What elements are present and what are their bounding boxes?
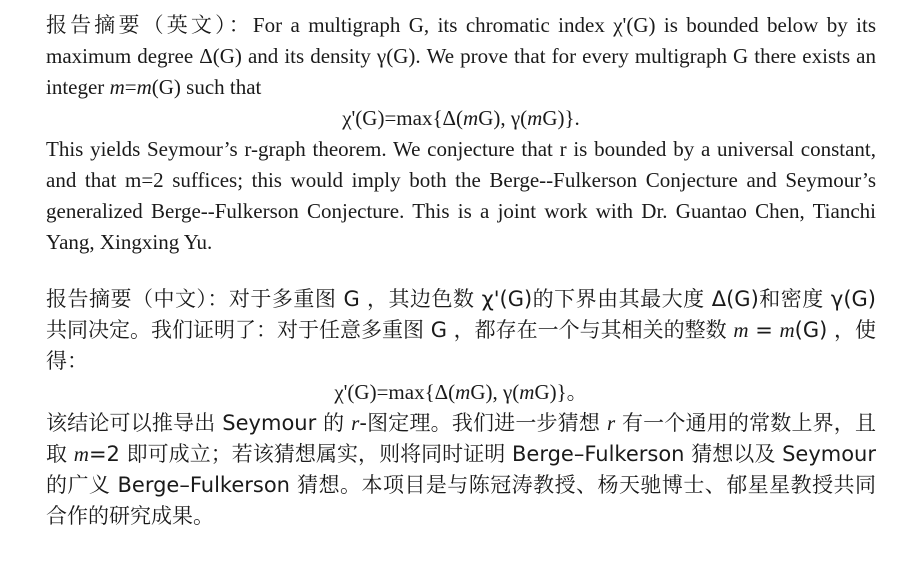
equals-sign: = <box>748 318 780 342</box>
chinese-abstract-conclusion <box>46 408 876 532</box>
english-abstract-paragraph <box>46 10 876 103</box>
chinese-abstract-text: 对于多重图 G ，其边色数 χ'(G)的下界由其最大度 Δ(G)和密度 γ(G)共同决定。我们证明了：对于任意多重图 G ，都存在一个与其相关的整数 <box>46 287 876 342</box>
english-formula <box>46 103 876 134</box>
formula-variable-m: m <box>463 106 479 130</box>
chinese-abstract-text-end: (G) ，使得： <box>46 318 876 373</box>
formula-part: χ'(G)=max{Δ( <box>334 380 456 404</box>
chinese-abstract-paragraph <box>46 284 876 377</box>
variable-m: m <box>73 442 89 466</box>
variable-r: r <box>351 411 360 435</box>
variable-m: m <box>779 318 795 342</box>
english-abstract-conclusion: This yields Seymour’s r-graph theorem. We conjecture that r is bounded by a universal constant, and that m=2 suffices; this would imply both the Berge--Fulkerson Conjecture and Seymour’s generalized Berge--Fulkerson Conjecture. This is a joint work with Dr. Guantao Chen, Tianchi Yang, Xingxing Yu. <box>46 137 876 254</box>
chinese-abstract-label: 报告摘要（中文）： <box>46 287 229 311</box>
chinese-formula <box>46 377 876 408</box>
chinese-conclusion-text: =2 即可成立；若该猜想属实，则将同时证明 Berge–Fulkerson 猜想以及 Seymour 的广义 Berge–Fulkerson 猜想。本项目是与陈冠涛教授、杨天驰博士、郁星星教授共同合作的研究成果。 <box>46 442 877 528</box>
formula-variable-m: m <box>455 380 471 404</box>
formula-variable-m: m <box>519 380 535 404</box>
chinese-conclusion-text: -图定理。我们进一步猜想 <box>359 411 607 435</box>
formula-part: G)}。 <box>534 380 588 404</box>
english-abstract-text-end: (G) such that <box>151 75 262 99</box>
formula-part: G)}. <box>542 106 580 130</box>
equals-sign: = <box>124 75 137 99</box>
variable-m: m <box>733 318 749 342</box>
section-spacer <box>46 258 876 284</box>
chinese-conclusion-text: 该结论可以推导出 Seymour 的 <box>46 411 352 435</box>
abstract-page <box>46 10 876 532</box>
formula-part: G), γ( <box>470 380 520 404</box>
formula-part: G), γ( <box>478 106 528 130</box>
english-abstract-text: For a multigraph G, its chromatic index χ'(G) is bounded below by its maximum degree Δ(G) and its density γ(G). We prove that for every multigraph G there exists an integer <box>46 13 877 99</box>
english-abstract-label: 报告摘要（英文）： <box>46 13 253 37</box>
chinese-conclusion-text: 有一个通用的常数上界，且取 <box>46 411 876 466</box>
formula-part: χ'(G)=max{Δ( <box>342 106 464 130</box>
variable-m: m <box>109 75 125 99</box>
variable-r: r <box>606 411 616 435</box>
variable-m: m <box>136 75 152 99</box>
formula-variable-m: m <box>527 106 543 130</box>
